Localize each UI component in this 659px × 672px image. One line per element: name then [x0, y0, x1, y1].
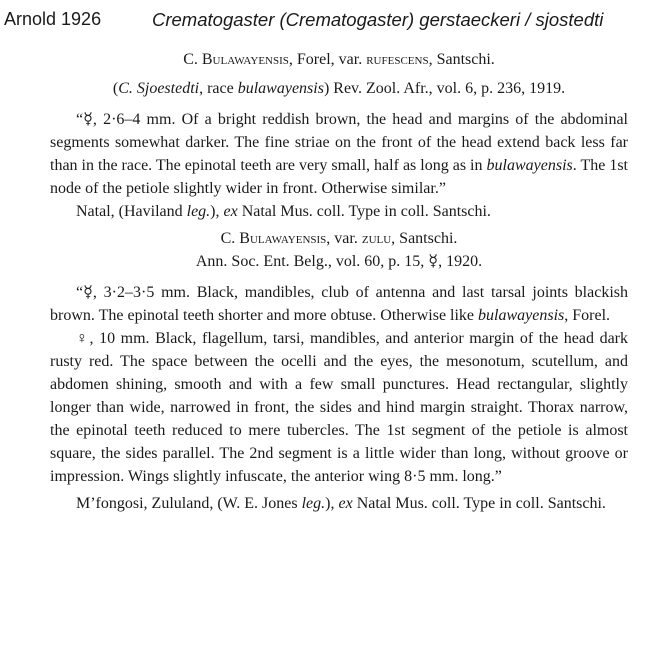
section2-female-description: ♀, 10 mm. Black, flagellum, tarsi, mandibles, and anterior margin of the head dark rusty red. The space between the ocelli and the eyes, the mesonotum, scutellum, and abdomen shining, smooth and with a few small punctures. Head rectangular, slightly longer than wide, narrowed in front, the sides and hind margin straight. Thorax narrow, the epinotal teeth reduced to mere tubercles. The 1st segment of the petiole is almost square, the sides parallel. The 2nd segment is a little wider than long, without groove or impression. Wings slightly infuscate, the anterior wing 8·5 mm. long.”: [50, 330, 628, 485]
loc-italic: ex: [338, 495, 353, 512]
title-text: , Santschi.: [391, 230, 458, 247]
loc-text: Natal, (Haviland: [76, 203, 187, 220]
desc-text: . The 1st node of the petiole slightly wider in front. Otherwise similar.”: [50, 157, 629, 197]
desc-text: “☿, 3·2–3·5 mm. Black, mandibles, club of antenna and last tarsal joints blackish brown. The epinotal teeth shorter and more obtuse. Otherwise like: [50, 284, 628, 324]
author-year: Arnold 1926: [4, 9, 102, 29]
loc-text: M’fongosi, Zululand, (W. E. Jones: [76, 495, 302, 512]
title-text: C.: [220, 230, 240, 247]
ref-italic: C. Sjoestedti: [118, 80, 200, 97]
section2-title: [50, 227, 628, 250]
variety-name: zulu: [361, 230, 392, 247]
species-name: Bulawayensis: [239, 230, 327, 247]
loc-italic: leg.: [186, 203, 211, 220]
title-text: , var.: [326, 230, 362, 247]
desc-italic: bulawayensis: [486, 157, 573, 174]
section2-locality: [50, 492, 628, 515]
title-text: C.: [183, 51, 202, 68]
loc-text: Natal Mus. coll. Type in coll. Santschi.: [237, 203, 491, 220]
loc-text: Natal Mus. coll. Type in coll. Santschi.: [352, 495, 606, 512]
species-name: Bulawayensis: [201, 51, 289, 68]
loc-italic: leg.: [301, 495, 326, 512]
ref-italic: bulawayensis: [237, 80, 324, 97]
section1-description: [50, 108, 628, 200]
title-text: , Santschi.: [428, 51, 495, 68]
loc-text: ),: [210, 203, 224, 220]
loc-text: ),: [325, 495, 339, 512]
desc-text: , Forel.: [564, 307, 611, 324]
section1-title: [50, 48, 628, 71]
desc-italic: bulawayensis: [478, 307, 565, 324]
section2-worker-description: [50, 281, 628, 327]
variety-name: rufescens: [366, 51, 429, 68]
ref-text: , race: [199, 80, 238, 97]
header-bar: [0, 4, 659, 34]
desc-text: “☿, 2·6–4 mm. Of a bright reddish brown, the head and margins of the abdominal segments somewhat darker. The fine striae on the front of the head extend back less far than in the race. The epinotal teeth are very small, half as long as in: [50, 111, 628, 174]
ref-text: (: [112, 80, 119, 97]
section2-reference: Ann. Soc. Ent. Belg., vol. 60, p. 15, ☿, 1920.: [195, 253, 483, 270]
taxon-title: Crematogaster (Crematogaster) gerstaeckeri / sjostedti: [152, 9, 604, 30]
page-body: [50, 48, 628, 515]
loc-italic: ex: [223, 203, 238, 220]
title-text: , Forel, var.: [288, 51, 367, 68]
section1-locality: [50, 200, 628, 223]
ref-text: ) Rev. Zool. Afr., vol. 6, p. 236, 1919.: [323, 80, 566, 97]
section1-reference: [50, 77, 628, 100]
